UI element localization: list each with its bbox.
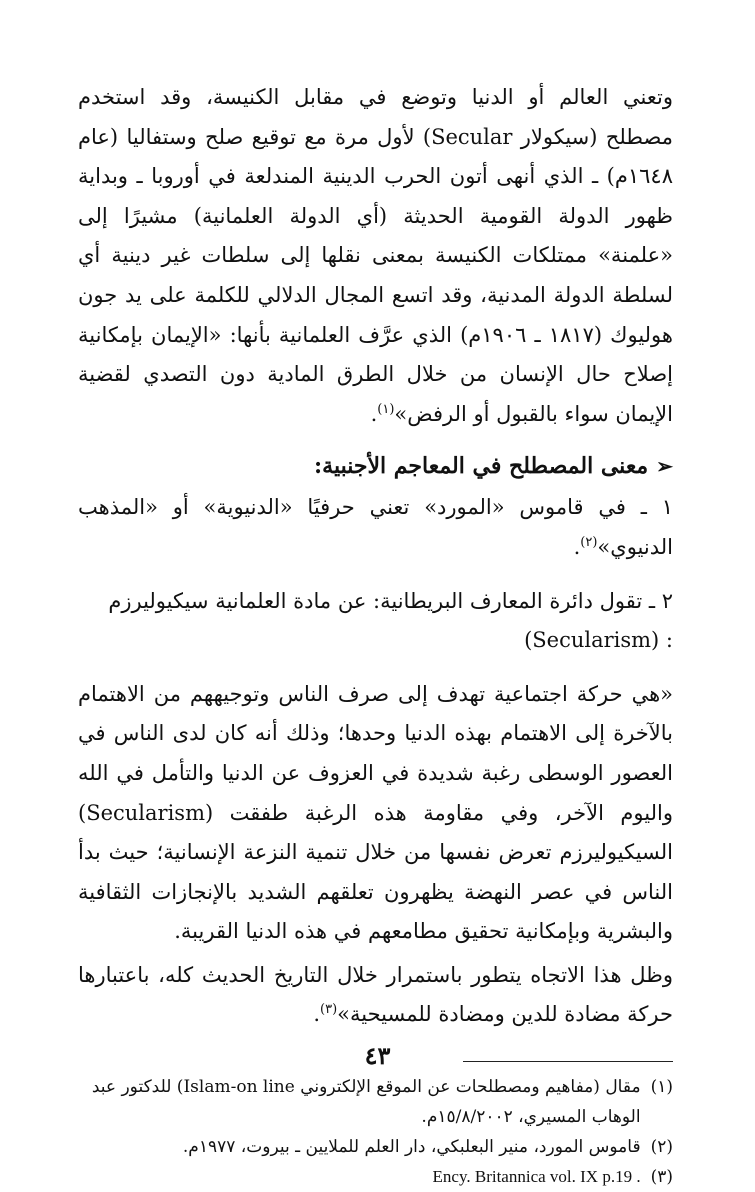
- section-heading: [78, 446, 673, 486]
- footnote-ref-2: (٢): [580, 534, 598, 550]
- footnote-number: (١): [650, 1077, 673, 1098]
- section-heading-text: معنى المصطلح في المعاجم الأجنبية:: [314, 453, 649, 480]
- paragraph-britannica-intro: [78, 582, 673, 661]
- paragraph-secular-origin: وتعني العالم أو الدنيا وتوضع في مقابل الكنيسة، وقد استخدم مصطلح (سيكولار Secular) لأول مرة مع توقيع صلح وستفاليا (عام ١٦٤٨م) ـ الذي أنهى أتون الحرب الدينية المندلعة في أوروبا ـ وبداية ظهور الدولة القومية الحديثة (أي الدولة العلمانية) مشيرًا إلى «علمنة» ممتلكات الكنيسة بمعنى نقلها إلى سلطات غير دينية أي لسلطة الدولة المدنية، وقد اتسع المجال الدلالي للكلمة على يد جون هوليوك (١٨١٧ ـ ١٩٠٦م) الذي عرَّف العلمانية بأنها: «الإيمان بإمكانية إصلاح حال الإنسان من خلال الطرق المادية دون التصدي لقضية الإيمان سواء بالقبول أو الرفض»$^{(١)}$.: [78, 85, 673, 426]
- paragraph-text: «هي حركة اجتماعية تهدف إلى صرف الناس وتوجيههم من الاهتمام بالآخرة إلى الاهتمام بهذه الدنيا وحدها؛ وذلك أنه كان لدى الناس في العصور الوسطى رغبة شديدة في العزوف عن الدنيا والتأمل في الله واليوم الآخر، وفي مقاومة هذه الرغبة طفقت (Secularism) السيكيوليرزم تعرض نفسها من خلال تنمية النزعة الإنسانية؛ حيث بدأ الناس في عصر النهضة يظهرون تعلقهم الشديد بالإنجازات الثقافية والبشرية وبإمكانية تحقيق مطامعهم في هذه الدنيا القريبة.: [78, 681, 673, 944]
- footnote-number: (٣): [650, 1167, 673, 1188]
- footnote-text: . Ency. Britannica vol. IX p.19: [432, 1167, 641, 1187]
- footnote-2: [78, 1132, 673, 1162]
- paragraph-text: وظل هذا الاتجاه يتطور باستمرار خلال التاريخ الحديث كله، باعتبارها حركة مضادة للدين ومضادة للمسيحية»: [78, 962, 673, 1027]
- footnote-ref-3: (٣): [320, 1002, 338, 1018]
- paragraph-text: ٢ ـ تقول دائرة المعارف البريطانية: عن مادة العلمانية سيكيوليرزم: [108, 588, 673, 613]
- paragraph-text: وتعني العالم أو الدنيا وتوضع في مقابل الكنيسة، وقد استخدم مصطلح (سيكولار Secular) لأول مرة مع توقيع صلح وستفاليا (عام ١٦٤٨م) ـ الذي أنهى أتون الحرب الدينية المندلعة في أوروبا ـ وبداية ظهور الدولة القومية الحديثة (أي الدولة العلمانية) مشيرًا إلى «علمنة» ممتلكات الكنيسة بمعنى نقلها إلى سلطات غير دينية أي لسلطة الدولة المدنية، وقد اتسع المجال الدلالي للكلمة على يد جون هوليوك (١٨١٧ ـ ١٩٠٦م) الذي عرَّف العلمانية بأنها: «الإيمان بإمكانية إصلاح حال الإنسان من خلال الطرق المادية دون التصدي لقضية الإيمان سواء بالقبول أو الرفض»: [78, 85, 673, 426]
- footnote-text: مقال (مفاهيم ومصطلحات عن الموقع الإلكتروني Islam-on line) للدكتور عبد الوهاب المسيري، ١٥/٨/٢٠٠٢م.: [91, 1077, 641, 1128]
- paragraph-mawrid-definition: ١ ـ في قاموس «المورد» تعني حرفيًا «الدنيوية» أو «المذهب الدنيوي»$^{(٢)}$.: [78, 495, 673, 559]
- footnotes: [78, 1072, 673, 1192]
- paragraph-text: ١ ـ في قاموس «المورد» تعني حرفيًا «الدنيوية» أو «المذهب الدنيوي»: [78, 495, 673, 559]
- secularism-term: : (Secularism): [524, 628, 673, 653]
- arrow-bullet-icon: ➢: [656, 454, 673, 479]
- footnote-number: (٢): [650, 1137, 673, 1158]
- footnote-text: قاموس المورد، منير البعلبكي، دار العلم للملايين ـ بيروت، ١٩٧٧م.: [182, 1137, 641, 1158]
- paragraph-modern-history: وظل هذا الاتجاه يتطور باستمرار خلال التاريخ الحديث كله، باعتبارها حركة مضادة للدين ومضادة للمسيحية»$^{(٣)}$.: [78, 962, 673, 1027]
- page-number: ٤٣: [364, 1041, 391, 1070]
- footnote-ref-1: (١): [377, 401, 395, 417]
- footnote-3: [78, 1162, 673, 1192]
- footnote-1: [78, 1072, 673, 1132]
- paragraph-britannica-quote: [78, 675, 673, 952]
